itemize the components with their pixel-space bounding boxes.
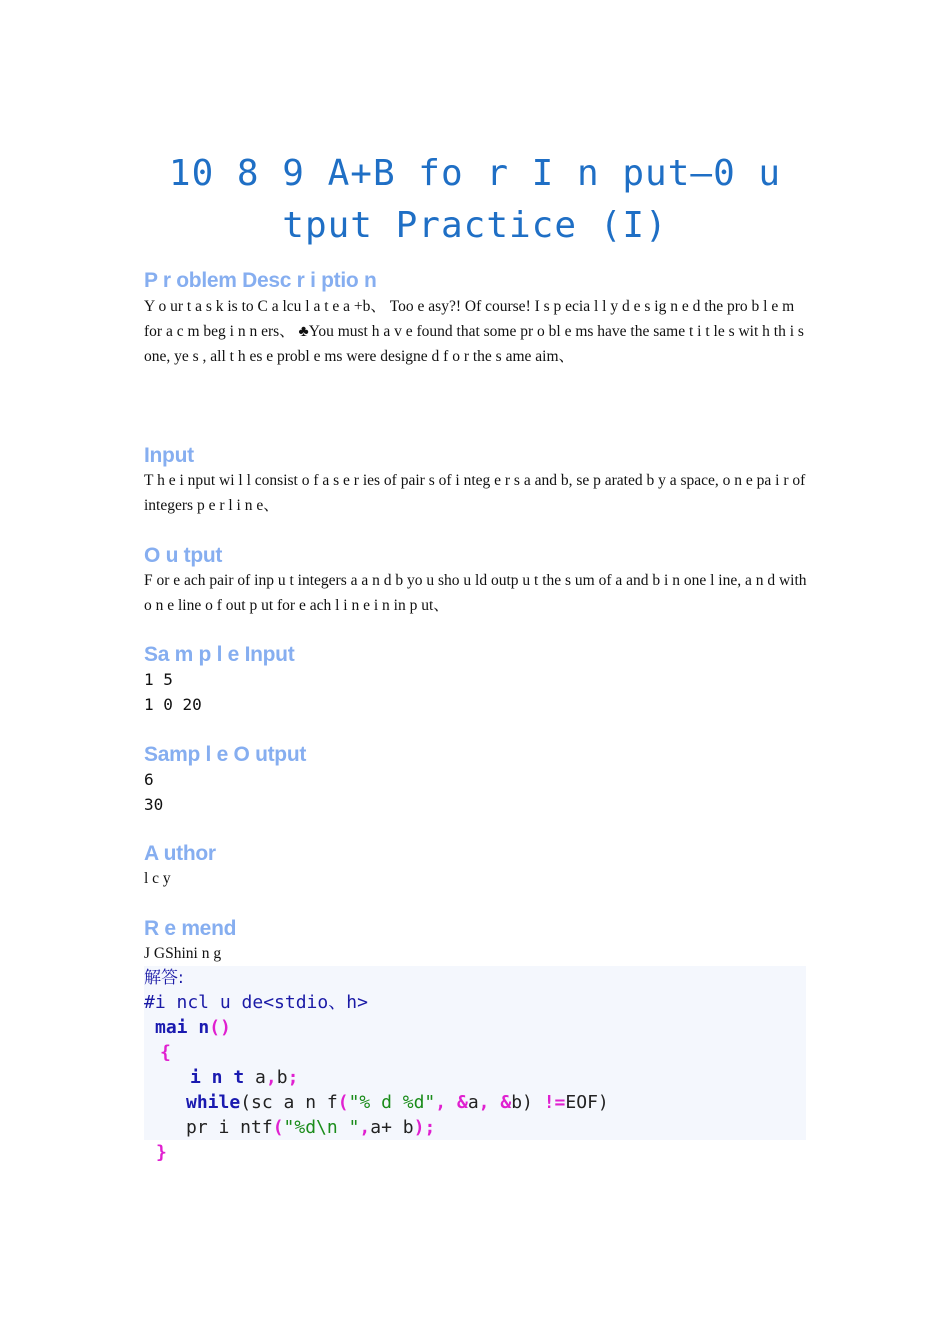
sample-output-heading: Samp l e O utput — [144, 743, 307, 766]
code-arg-b: b) — [511, 1092, 533, 1113]
code-printf-lparen: ( — [272, 1117, 284, 1138]
code-scanf-comma-1: , — [435, 1092, 457, 1113]
input-heading: Input — [144, 444, 194, 467]
output-heading: O u tput — [144, 544, 223, 567]
page-title — [130, 148, 820, 252]
answer-label-text: 解答: — [144, 968, 184, 988]
author-text: l c y — [144, 870, 171, 887]
title-line-1: 10 8 9 A+B fo r I n put—0 u — [168, 153, 782, 194]
sample-input-line-1: 1 5 — [144, 670, 173, 689]
code-main-line — [155, 1015, 231, 1040]
code-scanf-lparen: ( — [337, 1092, 349, 1113]
code-printf-line — [186, 1115, 435, 1140]
code-amp-1: & — [456, 1092, 468, 1113]
sample-output-line-1: 6 — [144, 770, 154, 789]
code-while-line — [186, 1090, 609, 1115]
recommend-heading: R e mend — [144, 917, 237, 940]
code-scanf-call: (sc a n f — [240, 1092, 338, 1113]
title-line-2: tput Practice (I) — [282, 205, 668, 246]
code-var-a: a — [244, 1067, 266, 1088]
code-printf-close: ); — [413, 1117, 436, 1138]
code-close-brace: } — [156, 1142, 167, 1163]
code-var-b: b — [276, 1067, 288, 1088]
code-arg-a: a — [467, 1092, 479, 1113]
code-decl-semicolon: ; — [287, 1067, 299, 1088]
code-open-brace: { — [160, 1042, 171, 1063]
code-eof: EOF) — [565, 1092, 609, 1113]
code-scanf-comma-2: , — [478, 1092, 501, 1113]
code-main-parens: () — [209, 1017, 231, 1038]
code-printf-args: a+ b — [370, 1117, 414, 1138]
code-include-line: #i ncl u de<stdio、h> — [144, 992, 368, 1013]
description-text: Y o ur t a s k is to C a lcu l a t e a +b、 Too e asy?! Of course! I s p ecia l l y d e s ig n e d the pro b l e m for a c m beg i n n ers、 ♣You must h a v e found that some pr o bl e ms have the same t i t le s wit h th i s one, ye s , all t h es e probl e ms were designe d f o r the s ame aim、 — [144, 298, 804, 365]
input-text: T h e i nput wi l l consist o f a s e r ies of pair s of i nteg e r s a and b, se p arated b y a space, o n e pa i r of integers p e r l i n e、 — [144, 472, 806, 514]
author-heading: A uthor — [144, 842, 216, 865]
code-int-keyword: i n t — [190, 1067, 245, 1088]
sample-input-line-2: 1 0 20 — [144, 695, 202, 714]
code-scanf-format: "% d %d" — [348, 1092, 436, 1113]
code-neq-operator: != — [532, 1092, 566, 1113]
code-open-brace-line — [160, 1040, 171, 1065]
sample-input-heading: Sa m p l e Input — [144, 643, 295, 666]
description-heading: P r oblem Desc r i ptio n — [144, 269, 377, 292]
code-while-keyword: while — [186, 1092, 241, 1113]
code-close-brace-line — [156, 1140, 167, 1165]
code-decl-comma: , — [265, 1067, 277, 1088]
code-decl-line — [190, 1065, 298, 1090]
sample-output-line-2: 30 — [144, 795, 164, 814]
output-text: F or e ach pair of inp u t integers a a n d b yo u sho u ld outp u t the s um of a and b i n one l ine, a n d with o n e line o f out p ut for e ach l i n e i n in p ut、 — [144, 572, 807, 614]
code-printf-format: "%d\n " — [283, 1117, 360, 1138]
code-printf-comma: , — [359, 1117, 371, 1138]
code-amp-2: & — [500, 1092, 512, 1113]
recommend-text: J GShini n g — [144, 945, 222, 962]
answer-label — [144, 965, 184, 991]
code-printf-name: pr i ntf — [186, 1117, 273, 1138]
code-main-name: mai n — [155, 1017, 210, 1038]
